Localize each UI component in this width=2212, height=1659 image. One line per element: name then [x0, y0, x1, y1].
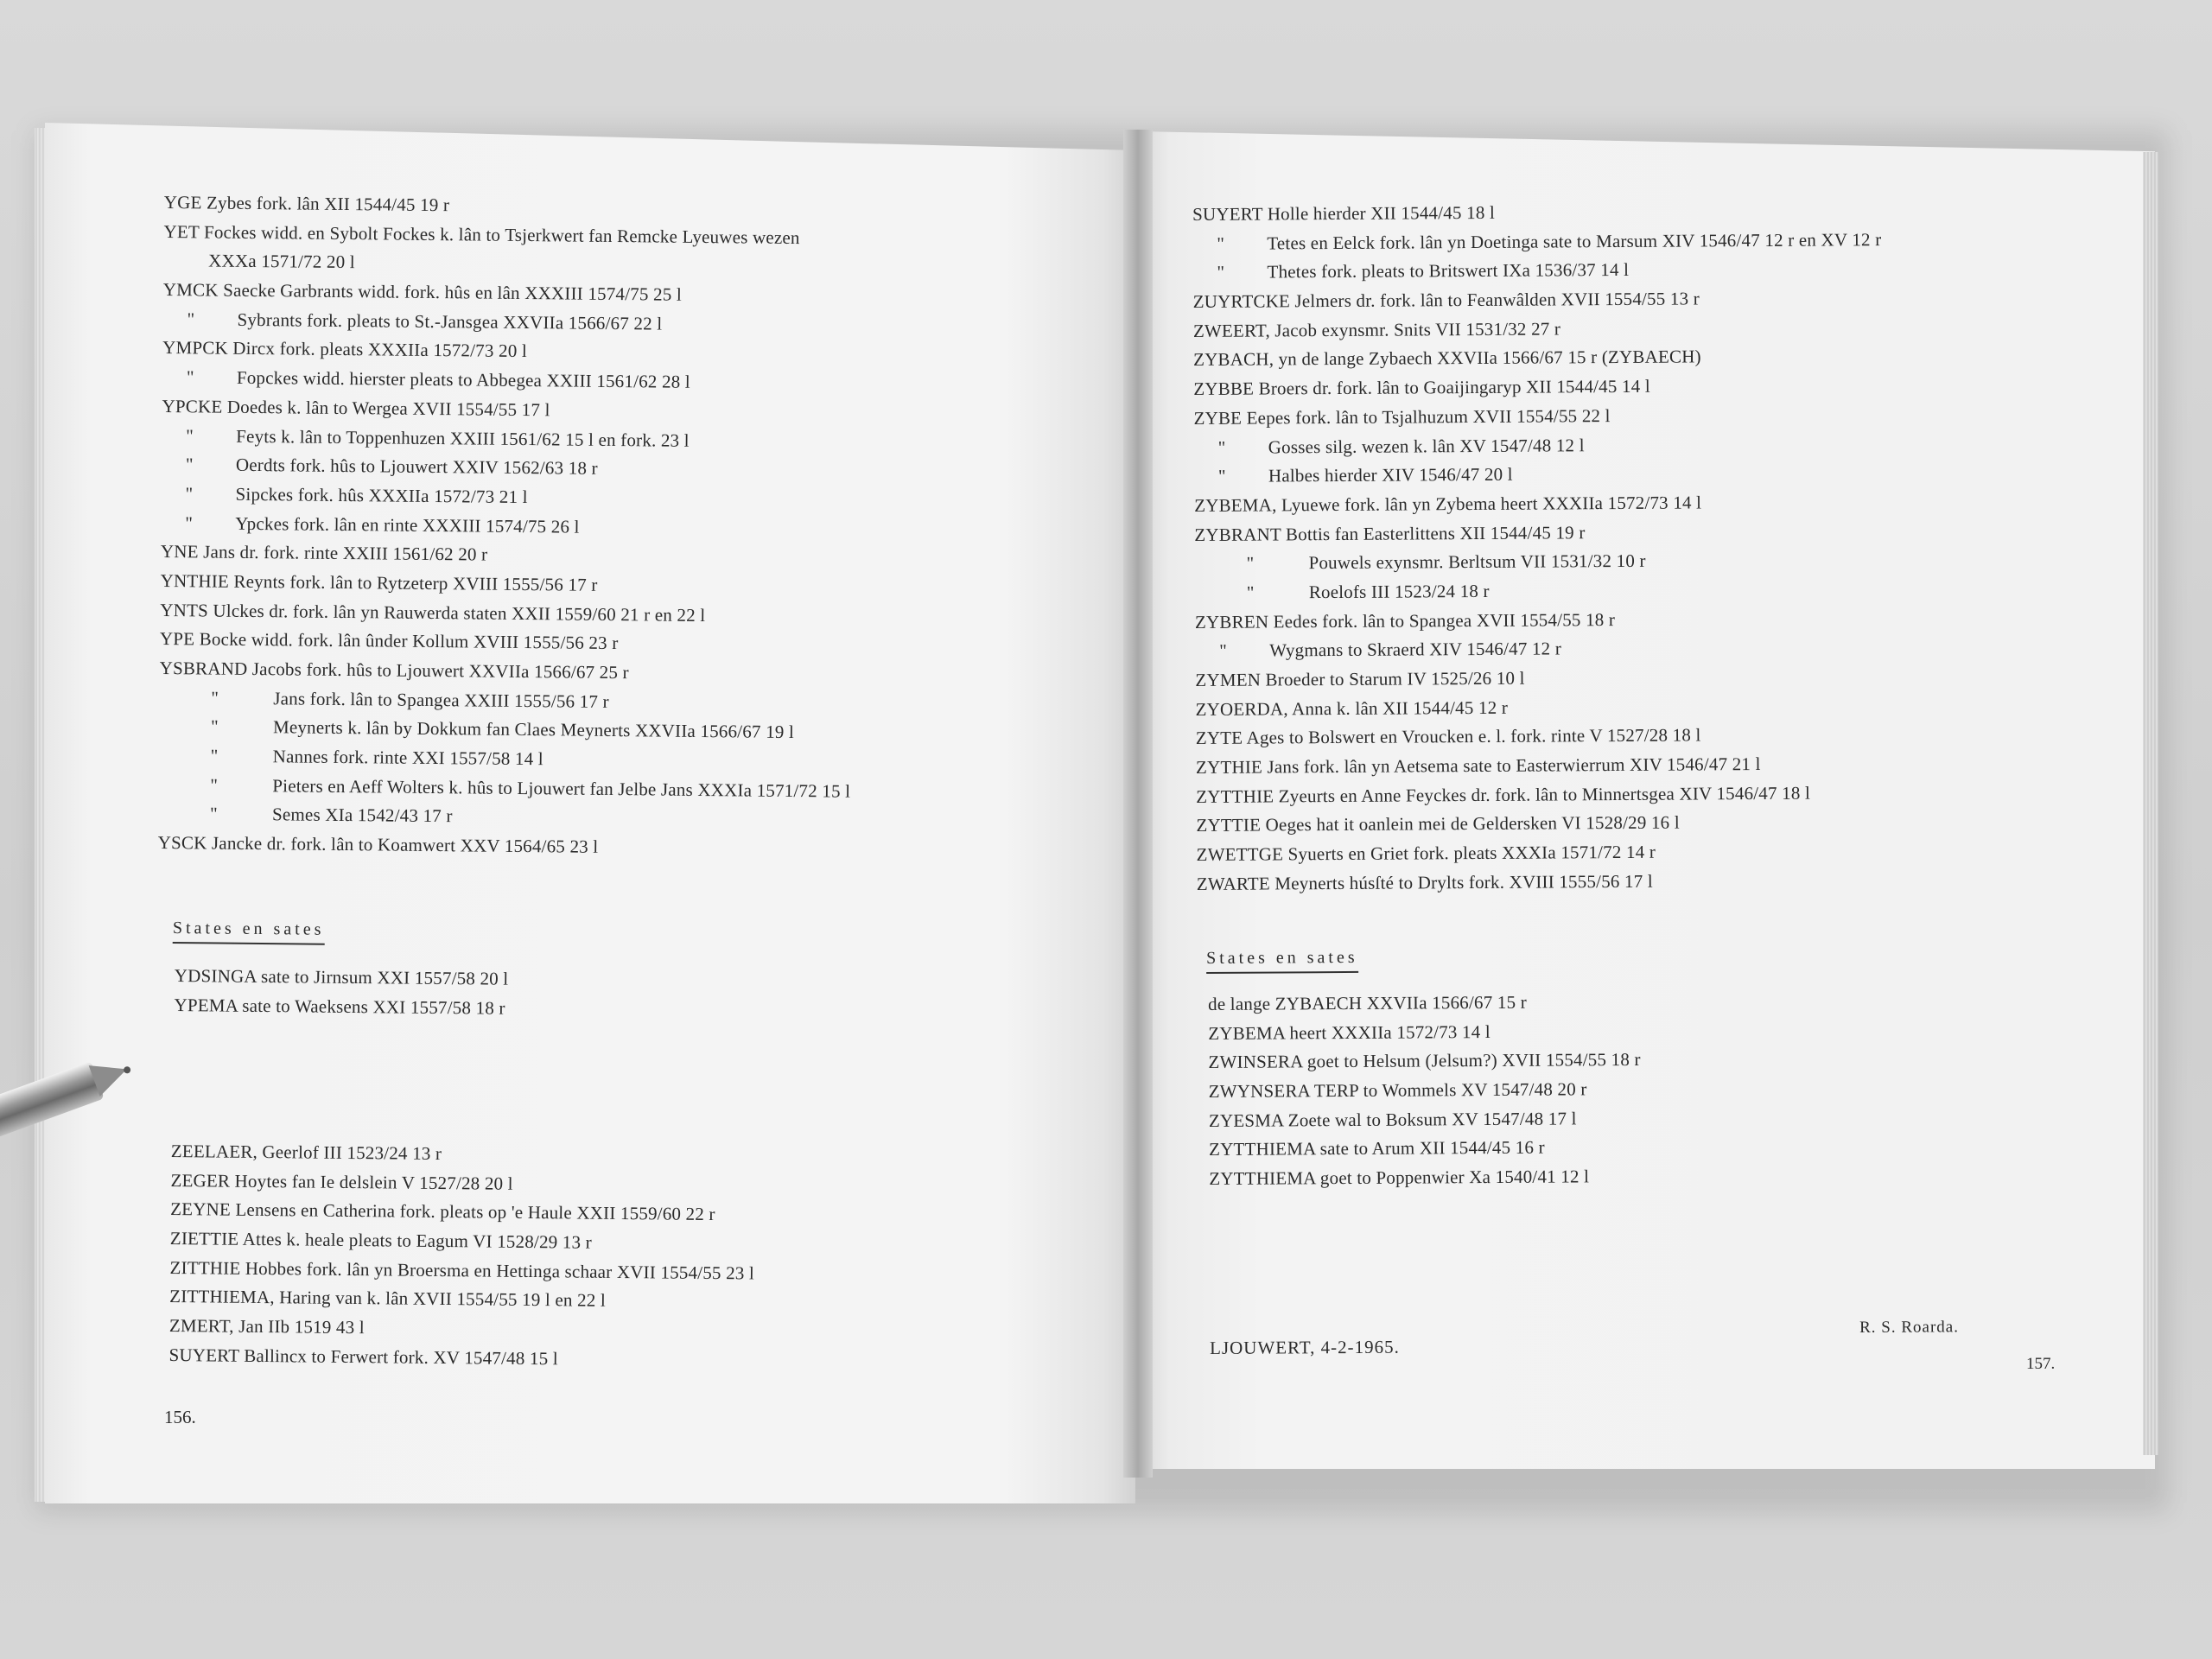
right-page-entry-text: ZYTHIE Jans fork. lân yn Aetsema sate to Easterwierrum XIV 1546/47 21 l [1195, 753, 1761, 779]
ditto-mark: " [210, 774, 219, 796]
right-page-entry-text: ZWARTE Meynerts húsſté to Drylts fork. XVIII 1555/56 17 l [1196, 870, 1653, 894]
right-page-edge [2143, 152, 2158, 1455]
left-z-entry: SUYERT Ballincx to Ferwert fork. XV 1547/48 15 l [168, 1344, 558, 1370]
right-states-entry: ZYBEMA heert XXXIIa 1572/73 14 l [1208, 1020, 1491, 1044]
left-z-entry: ZEYNE Lensens en Catherina fork. pleats op 'e Haule XXII 1559/60 22 r [170, 1198, 715, 1225]
left-page-entry-text: YNTHIE Reynts fork. lân to Rytzeterp XVIII 1555/56 17 r [160, 569, 598, 595]
left-z-entry: ZMERT, Jan IIb 1519 43 l [168, 1315, 365, 1338]
ditto-mark: " [211, 687, 219, 709]
left-page-entry-text: YET Fockes widd. en Sybolt Fockes k. lân to Tsjerkwert fan Remcke Lyeuwes wezen [163, 220, 800, 248]
left-z-entry: ZIETTIE Attes k. heale pleats to Eagum VI 1528/29 13 r [169, 1228, 593, 1253]
right-page-entry-list [1192, 196, 1885, 899]
left-page-entry-list [158, 188, 856, 864]
right-page-entry-text: SUYERT Holle hierder XII 1544/45 18 l [1192, 201, 1496, 225]
left-z-entry: ZEGER Hoytes fan Ie delslein V 1527/28 20 l [170, 1169, 513, 1194]
left-page-entry-text: Sipckes fork. hûs XXXIIa 1572/73 21 l [235, 483, 528, 507]
right-page-entry [1193, 400, 1882, 434]
right-page-entry-text: ZYMEN Broeder to Starum IV 1525/26 10 l [1195, 667, 1525, 690]
left-section-heading: States en sates [173, 918, 325, 945]
right-page-entry [1197, 836, 1885, 870]
right-page-entry [1195, 575, 1884, 608]
ditto-mark: " [209, 803, 218, 825]
left-page-entry-text: YNE Jans dr. fork. rinte XXIII 1561/62 20 r [160, 541, 488, 565]
ditto-mark: " [187, 308, 195, 330]
left-z-entry: ZITTHIEMA, Haring van k. lân XVII 1554/55 19 l en 22 l [169, 1286, 607, 1312]
right-page-entry-text: ZYBREN Eedes fork. lân to Spangea XVII 1554/55 18 r [1194, 608, 1616, 632]
right-page-entry [1192, 196, 1881, 230]
left-page-entry-text: Ypckes fork. lân en rinte XXXIII 1574/75 26 l [235, 512, 580, 537]
right-page-entry [1196, 779, 1885, 812]
left-states-entry: YPEMA sate to Waeksens XXI 1557/58 18 r [174, 994, 505, 1019]
left-page-entry-text: Oerdts fork. hûs to Ljouwert XXIV 1562/63 18 r [235, 454, 598, 480]
right-page-entry [1193, 313, 1882, 346]
right-page-number: 157. [2026, 1355, 2056, 1373]
right-page-entry-text: Wygmans to Skraerd XIV 1546/47 12 r [1269, 638, 1562, 661]
ditto-mark: " [186, 366, 194, 388]
right-page-entry-text: ZYTTIE Oeges hat it oanlein mei de Geldersken VI 1528/29 16 l [1196, 812, 1680, 836]
right-page-entry [1193, 342, 1882, 376]
ditto-mark: " [186, 424, 194, 446]
ditto-mark: " [185, 454, 194, 475]
left-page-entry-text: Feyts k. lân to Toppenhuzen XXIII 1561/62 15 l en fork. 23 l [236, 425, 690, 451]
left-page-entry-text: Sybrants fork. pleats to St.-Jansgea XXVIIa 1566/67 22 l [237, 308, 663, 334]
left-page-entry-text: XXXa 1571/72 20 l [208, 250, 355, 273]
ditto-mark: " [1219, 640, 1228, 662]
right-page-entry-text: ZYBBE Broers dr. fork. lân to Goaijingaryp XII 1544/45 14 l [1193, 375, 1650, 400]
right-page-entry [1196, 720, 1885, 753]
right-page-entry-text: Roelofs III 1523/24 18 r [1308, 580, 1490, 603]
right-page-entry [1196, 808, 1885, 842]
right-states-entry: ZYTTHIEMA sate to Arum XII 1544/45 16 r [1209, 1137, 1545, 1160]
right-page-entry [1194, 545, 1883, 579]
right-page-entry-text: ZYBE Eepes fork. lân to Tsjalhuzum XVII 1554/55 22 l [1193, 404, 1611, 429]
ditto-mark: " [1217, 436, 1226, 458]
left-states-list [174, 962, 508, 1023]
right-page-entry [1194, 517, 1883, 550]
right-page-entry-text: ZUYRTCKE Jelmers dr. fork. lân to Feanwâlden XVII 1554/55 13 r [1192, 288, 1700, 313]
right-page-entry [1192, 226, 1881, 259]
right-page-entry-text: ZWETTGE Syuerts en Griet fork. pleats XXXIa 1571/72 14 r [1196, 841, 1656, 866]
left-page-entry-text: Nannes fork. rinte XXI 1557/58 14 l [272, 746, 544, 770]
right-page-entry [1195, 691, 1884, 725]
left-page-entry-text: Meynerts k. lân by Dokkum fan Claes Meynerts XXVIIa 1566/67 19 l [272, 716, 795, 743]
right-states-entry: de lange ZYBAECH XXVIIa 1566/67 15 r [1208, 991, 1527, 1014]
right-states-list [1208, 988, 1642, 1194]
right-page-entry [1196, 749, 1885, 783]
right-page-entry [1194, 429, 1883, 463]
place-date: LJOUWERT, 4-2-1965. [1210, 1336, 1400, 1358]
ditto-mark: " [185, 483, 194, 505]
ditto-mark: " [1217, 262, 1225, 283]
author-signature: R. S. Roarda. [1859, 1318, 1959, 1337]
right-page-entry [1194, 487, 1883, 521]
left-page-entry-text: YGE Zybes fork. lân XII 1544/45 19 r [163, 191, 450, 216]
left-page-entry-text: YSCK Jancke dr. fork. lân to Koamwert XXV 1564/65 23 l [157, 832, 599, 857]
left-page-entry-text: Fopckes widd. hierster pleats to Abbegea XXIII 1561/62 28 l [236, 366, 691, 392]
right-page-entry-text: Thetes fork. pleats to Britswert IXa 1536/37 14 l [1267, 259, 1630, 283]
right-section-heading: States en sates [1206, 948, 1358, 974]
right-page-entry-text: ZYBACH, yn de lange Zybaech XXVIIa 1566/67 15 r (ZYBAECH) [1193, 346, 1701, 371]
right-page-entry [1192, 255, 1881, 289]
left-page-entry-text: Jans fork. lân to Spangea XXIII 1555/56 17 r [273, 687, 609, 712]
right-page-entry [1193, 371, 1882, 404]
ditto-mark: " [210, 715, 219, 738]
right-page-entry-text: Pouwels exynsmr. Berltsum VII 1531/32 10 r [1308, 550, 1646, 574]
right-page-entry [1195, 632, 1884, 666]
left-page-entry-text: YPCKE Doedes k. lân to Wergea XVII 1554/55 17 l [162, 395, 550, 421]
right-page-entry [1193, 283, 1882, 317]
ditto-mark: " [1217, 465, 1226, 487]
right-states-entry: ZWINSERA goet to Helsum (Jelsum?) XVII 1554/55 18 r [1208, 1049, 1641, 1073]
right-page-entry-text: Halbes hierder XIV 1546/47 20 l [1268, 463, 1513, 486]
left-z-entry: ZEELAER, Geerlof III 1523/24 13 r [170, 1140, 442, 1165]
right-page-entry-text: Gosses silg. wezen k. lân XV 1547/48 12 l [1268, 434, 1585, 457]
right-page-entry [1195, 662, 1884, 696]
left-page-entry-text: Pieters en Aeff Wolters k. hûs to Ljouwert fan Jelbe Jans XXXIa 1571/72 15 l [272, 774, 851, 802]
right-page-entry-text: Tetes en Eelck fork. lân yn Doetinga sate to Marsum XIV 1546/47 12 r en XV 12 r [1267, 228, 1882, 254]
ditto-mark: " [1246, 582, 1255, 603]
book-gutter [1123, 130, 1153, 1478]
left-states-entry: YDSINGA sate to Jirnsum XXI 1557/58 20 l [174, 964, 509, 989]
left-page-entry-text: YPE Bocke widd. fork. lân ûnder Kollum XVIII 1555/56 23 r [159, 628, 619, 654]
right-page-entry [1195, 604, 1884, 638]
left-page-number: 156. [164, 1407, 196, 1427]
right-page-entry-text: ZYBRANT Bottis fan Easterlittens XII 1544/45 19 r [1194, 521, 1586, 545]
right-page-entry-text: ZYOERDA, Anna k. lân XII 1544/45 12 r [1195, 696, 1509, 720]
left-page-entry-text: YSBRAND Jacobs fork. hûs to Ljouwert XXVIIa 1566/67 25 r [159, 657, 629, 683]
left-page-entry-text: Semes XIa 1542/43 17 r [271, 804, 453, 827]
right-states-entry: ZWYNSERA TERP to Wommels XV 1547/48 20 r [1208, 1078, 1587, 1103]
right-page-entry [1194, 458, 1883, 492]
ditto-mark: " [1246, 552, 1255, 574]
right-states-entry: ZYESMA Zoete wal to Boksum XV 1547/48 17 l [1208, 1108, 1577, 1131]
ditto-mark: " [1217, 232, 1225, 254]
right-page-entry-text: ZYTE Ages to Bolswert en Vroucken e. l. fork. rinte V 1527/28 18 l [1195, 724, 1701, 749]
right-page-entry [1197, 866, 1885, 899]
left-page-entry-text: YMCK Saecke Garbrants widd. fork. hûs en lân XXXIII 1574/75 25 l [162, 279, 683, 305]
ditto-mark: " [185, 512, 194, 533]
right-page-entry-text: ZWEERT, Jacob exynsmr. Snits VII 1531/32 27 r [1192, 318, 1561, 341]
left-z-entry: ZITTHIE Hobbes fork. lân yn Broersma en Hettinga schaar XVII 1554/55 23 l [169, 1256, 755, 1284]
left-page-entry-text: YMPCK Dircx fork. pleats XXXIIa 1572/73 20 l [162, 337, 528, 362]
right-page-entry-text: ZYBEMA, Lyuewe fork. lân yn Zybema heert XXXIIa 1572/73 14 l [1194, 492, 1702, 516]
right-states-entry: ZYTTHIEMA goet to Poppenwier Xa 1540/41 12 l [1209, 1166, 1590, 1190]
left-page-entry-text: YNTS Ulckes dr. fork. lân yn Rauwerda staten XXII 1559/60 21 r en 22 l [160, 599, 706, 626]
right-page-entry-text: ZYTTHIE Zyeurts en Anne Feyckes dr. fork. lân to Minnertsgea XIV 1546/47 18 l [1196, 782, 1811, 807]
ditto-mark: " [210, 745, 219, 766]
left-z-entry-list [168, 1137, 755, 1376]
